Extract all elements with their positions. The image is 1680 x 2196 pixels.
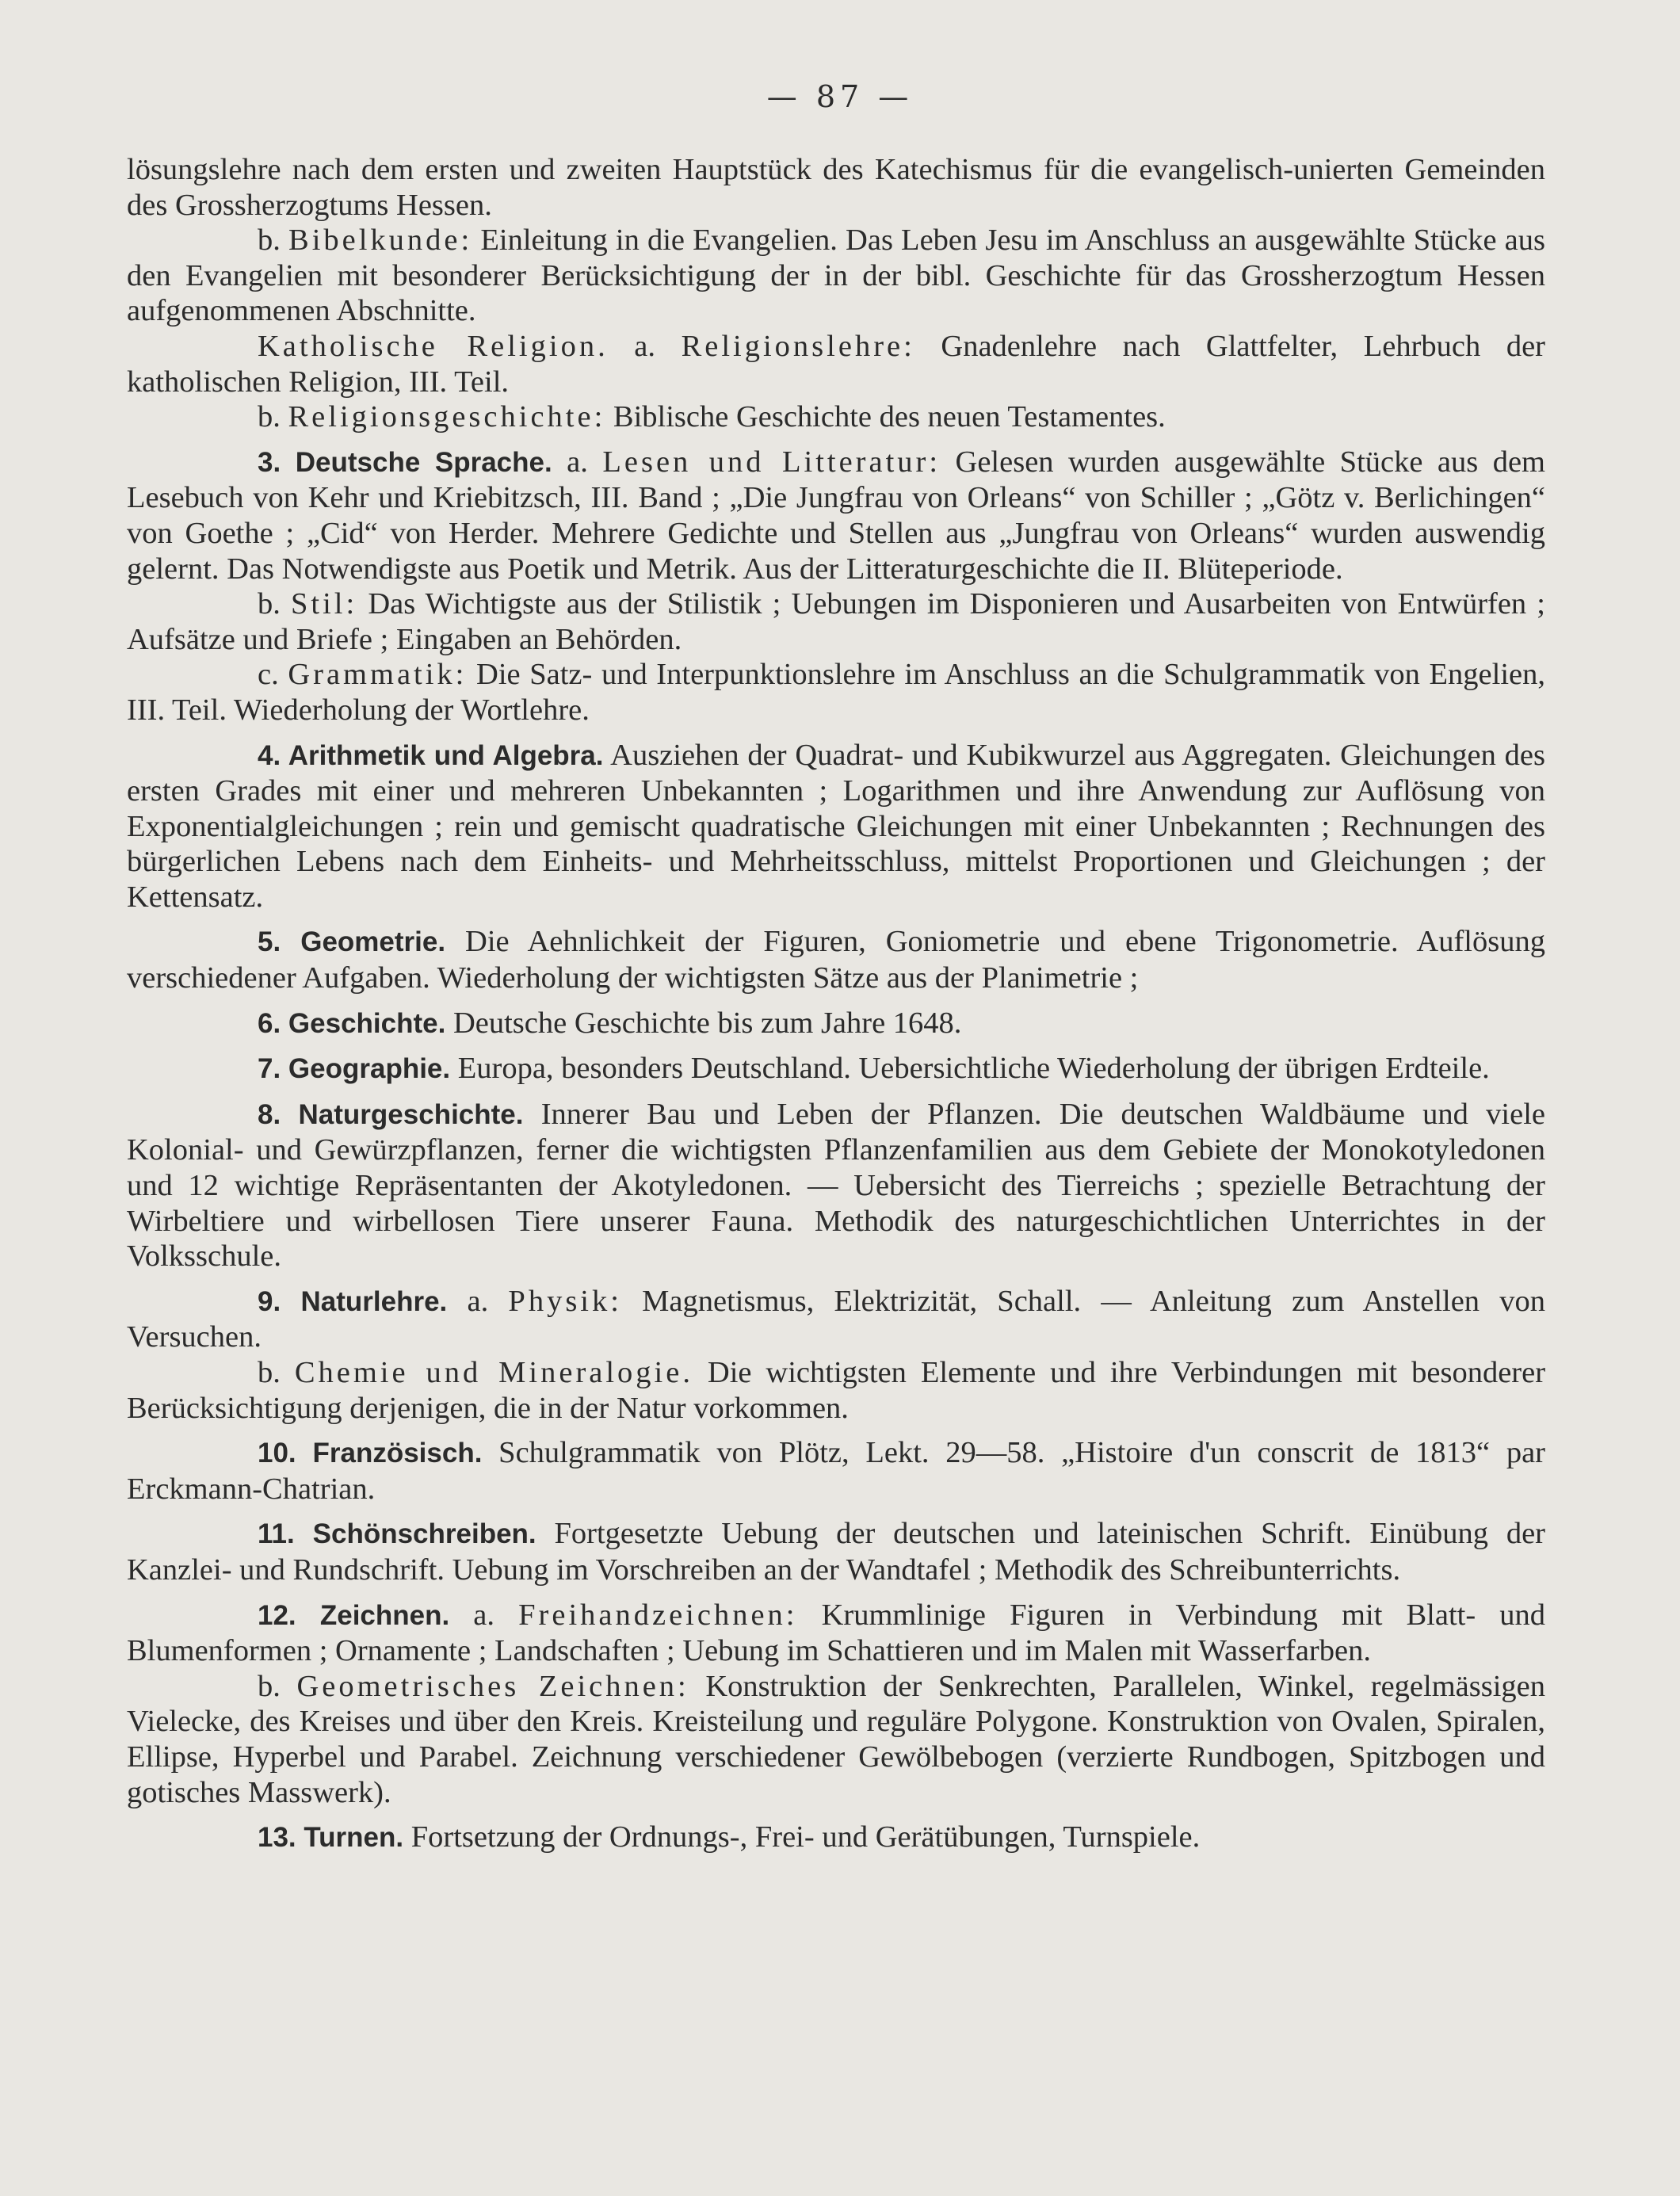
paragraph-schoenschreiben: 11. Schönschreiben. Fortgesetzte Uebung der deutschen und lateinischen Schrift. Einübung der Kanzlei- und Rundschrift. Uebung im Vorschreiben an der Wandtafel ; Methodik des Schreibunterrichts. [127, 1517, 1545, 1587]
section-heading: 10. Französisch. [258, 1438, 483, 1469]
paragraph-geometrisches-zeichnen: b. Geometrisches Zeichnen: Konstruktion der Senkrechten, Parallelen, Winkel, regelmässigen Vielecke, des Kreises und über den Kreis. Kreisteilung und reguläre Polygone. Konstruktion von Ovalen, Spiralen, Ellipse, Hyperbel und Parabel. Zeichnung verschiedener Gewölbebogen (verzierte Rundbogen, Spitzbogen und gotisches Masswerk). [127, 1669, 1546, 1809]
subject-label: Stil: [291, 587, 358, 621]
subject-label: Katholische Religion. [258, 329, 609, 363]
paragraph-religion-intro: lösungslehre nach dem ersten und zweiten Hauptstück des Katechismus für die evangelisch-unierten Gemeinden des Grossherzogtums Hessen. [127, 153, 1545, 222]
paragraph-katholische-religion: Katholische Religion. a. Religionslehre: Gnadenlehre nach Glattfelter, Lehrbuch der katholischen Religion, III. Teil. [127, 329, 1545, 399]
section-heading: 12. Zeichnen. [258, 1599, 450, 1631]
subject-label: Grammatik: [288, 658, 468, 692]
section-heading: 3. Deutsche Sprache. [258, 446, 552, 478]
paragraph-religionsgeschichte: b. Religionsgeschichte: Biblische Geschichte des neuen Testamentes. [258, 400, 1166, 434]
section-heading: 4. Arithmetik und Algebra. [258, 739, 604, 771]
paragraph-naturlehre: 9. Naturlehre. a. Physik: Magnetismus, Elektrizität, Schall. — Anleitung zum Anstellen von Versuchen. [127, 1284, 1545, 1354]
subject-label: Religionsgeschichte: [288, 400, 606, 434]
document-body [127, 152, 1545, 1856]
paragraph-naturgeschichte: 8. Naturgeschichte. Innerer Bau und Leben der Pflanzen. Die deutschen Waldbäume und viele Kolonial- und Gewürzpflanzen, ferner die wichtigsten Pflanzenfamilien aus dem Gebiete der Monokotyledonen und 12 wichtige Repräsentanten der Akotyledonen. — Uebersicht des Tierreichs ; spezielle Betrachtung der Wirbeltiere und wirbellosen Tiere unserer Fauna. Methodik des naturgeschichtlichen Unterrichtes in der Volksschule. [127, 1097, 1545, 1274]
section-heading: 5. Geometrie. [258, 926, 446, 958]
page-number: — 87 — [766, 79, 914, 114]
section-heading: 13. Turnen. [258, 1822, 404, 1854]
subject-label: Bibelkunde: [288, 223, 473, 258]
paragraph-grammatik: c. Grammatik: Die Satz- und Interpunktionslehre im Anschluss an die Schulgrammatik von Engelien, III. Teil. Wiederholung der Wortlehre. [127, 658, 1546, 727]
section-heading: 11. Schönschreiben. [258, 1518, 536, 1550]
subject-label: Lesen und Litteratur: [602, 445, 941, 479]
subject-label: Freihandzeichnen: [518, 1598, 798, 1632]
paragraph-turnen: 13. Turnen. Fortsetzung der Ordnungs-, Frei- und Gerätübungen, Turnspiele. [258, 1820, 1201, 1854]
paragraph-geschichte: 6. Geschichte. Deutsche Geschichte bis zum Jahre 1648. [258, 1006, 962, 1040]
paragraph-arithmetik: 4. Arithmetik und Algebra. Ausziehen der Quadrat- und Kubikwurzel aus Aggregaten. Gleichungen des ersten Grades mit einer und mehreren Unbekannten ; Logarithmen und ihre Anwendung zur Auflösung von Exponentialgleichungen ; rein und gemischt quadratische Gleichungen mit einer Unbekannten ; Rechnungen des bürgerlichen Lebens nach dem Einheits- und Mehrheitsschluss, mittelst Proportionen und Gleichungen ; der Kettensatz. [127, 738, 1545, 914]
section-heading: 8. Naturgeschichte. [258, 1098, 524, 1130]
section-heading: 7. Geographie. [258, 1053, 451, 1085]
paragraph-geographie: 7. Geographie. Europa, besonders Deutschland. Uebersichtliche Wiederholung der übrigen Erdteile. [258, 1052, 1490, 1086]
section-heading: 6. Geschichte. [258, 1007, 446, 1039]
paragraph-geometrie: 5. Geometrie. Die Aehnlichkeit der Figuren, Goniometrie und ebene Trigonometrie. Auflösung verschiedener Aufgaben. Wiederholung der wichtigsten Sätze aus der Planimetrie ; [127, 925, 1545, 995]
paragraph-chemie: b. Chemie und Mineralogie. Die wichtigsten Elemente und ihre Verbindungen mit besonderer Berücksichtigung derjenigen, die in der Natur vorkommen. [127, 1356, 1546, 1425]
paragraph-franzoesisch: 10. Französisch. Schulgrammatik von Plötz, Lekt. 29—58. „Histoire d'un conscrit de 1813“ par Erckmann-Chatrian. [127, 1436, 1545, 1506]
subject-label: Physik: [508, 1284, 622, 1318]
paragraph-deutsche-sprache: 3. Deutsche Sprache. a. Lesen und Litteratur: Gelesen wurden ausgewählte Stücke aus dem Lesebuch von Kehr und Kriebitzsch, III. Band ; „Die Jungfrau von Orleans“ von Schiller ; „Götz v. Berlichingen“ von Goethe ; „Cid“ von Herder. Mehrere Gedichte und Stellen aus „Jungfrau von Orleans“ wurden auswendig gelernt. Das Notwendigste aus Poetik und Metrik. Aus der Litteraturgeschichte die II. Blüteperiode. [127, 445, 1545, 586]
paragraph-bibelkunde: b. Bibelkunde: Einleitung in die Evangelien. Das Leben Jesu im Anschluss an ausgewählte Stücke aus den Evangelien mit besonderer Berücksichtigung der in der bibl. Geschichte für das Grossherzogtum Hessen aufgenommenen Abschnitte. [127, 223, 1546, 328]
section-heading: 9. Naturlehre. [258, 1285, 448, 1317]
subject-label: Geometrisches Zeichnen: [296, 1669, 689, 1703]
paragraph-stil: b. Stil: Das Wichtigste aus der Stilistik ; Uebungen im Disponieren und Ausarbeiten von Entwürfen ; Aufsätze und Briefe ; Eingaben an Behörden. [127, 587, 1545, 656]
paragraph-zeichnen: 12. Zeichnen. a. Freihandzeichnen: Krummlinige Figuren in Verbindung mit Blatt- und Blumenformen ; Ornamente ; Landschaften ; Uebung im Schattieren und im Malen mit Wasserfarben. [127, 1598, 1546, 1668]
subject-label: Chemie und Mineralogie. [294, 1356, 693, 1389]
subject-label: Religionslehre: [681, 329, 915, 363]
